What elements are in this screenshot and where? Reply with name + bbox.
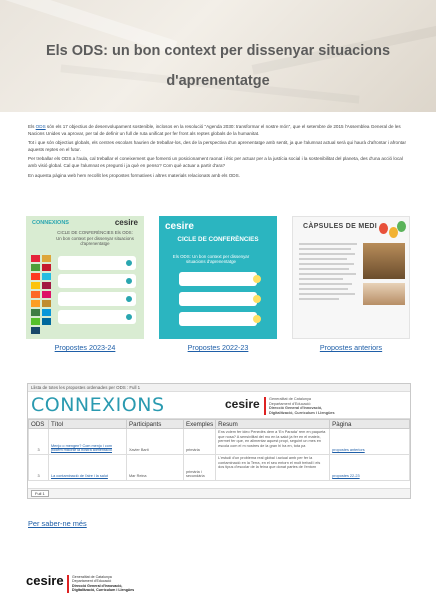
table-row — [29, 455, 410, 481]
balloon-icon — [379, 223, 388, 234]
gen-line — [72, 588, 134, 592]
card-thumbnail-anteriors[interactable] — [292, 216, 410, 339]
session-box — [179, 312, 257, 326]
gen-line-bold: Digitalització, Currículum i Llengües — [72, 588, 135, 593]
proposal-link[interactable]: La contaminació de l'aire i la salut — [51, 474, 108, 479]
proposals-cards — [26, 216, 410, 356]
dot-icon — [253, 315, 261, 323]
thumb-title: CICLE DE CONFERÈNCIES Els ODS: Un bon context per dissenyar situacions d'aprenentatge — [56, 230, 134, 246]
column-header: Pàgina — [330, 420, 410, 429]
cell-summary: L'estudi d'un problema real global i actual amb per fer la contaminació en la Terra, en el seu entorn el molt treball i els dos tipus d'escolar de la feina que donat partes de l'entorn — [216, 455, 330, 481]
session-box — [179, 272, 257, 286]
page-link[interactable]: propostes anteriors — [332, 448, 365, 453]
card-anteriors — [292, 216, 410, 352]
column-header: Participants — [127, 420, 184, 429]
cesire-logo: cesire — [114, 218, 138, 227]
dot-icon — [253, 295, 261, 303]
sdg-icons — [30, 254, 52, 335]
intro-p1-prefix: Els — [28, 124, 36, 129]
gen-line: Direcció General d'Innovació, — [269, 406, 323, 411]
cell-page — [330, 455, 410, 481]
photo-image — [363, 243, 405, 279]
gen-line: Departament d'Educació — [72, 579, 112, 584]
gen-line: Generalitat de Catalunya — [72, 575, 112, 579]
session-box — [58, 256, 136, 270]
column-header: Títol — [49, 420, 127, 429]
card-thumbnail-2023-24[interactable] — [26, 216, 144, 339]
session-box — [58, 310, 136, 324]
hero-banner — [0, 0, 436, 112]
ods-link[interactable]: ODS — [35, 124, 46, 129]
gen-line-bold: Direcció General d'Innovació, — [72, 583, 123, 588]
card-thumbnail-2022-23[interactable] — [159, 216, 277, 339]
footer — [26, 572, 226, 596]
session-box — [179, 292, 257, 306]
gen-line: Digitalització, Currículum i Llengües — [269, 410, 335, 415]
intro-p1-text: són els 17 objectius de desenvolupament sostenible, inclosos en la resolució "Agenda 2030: transformar el nostre món", que el setembre de 2015 l'Assemblea General de les Nacions Unides va aprovar, per tal de definir un full de ruta unificat per fer front als reptes globals de la humanitat. — [28, 124, 401, 136]
cell-title — [49, 455, 127, 481]
proposal-link[interactable]: Menjo o mengen? Com menjo i com podem millorar la nostra alimentació — [51, 443, 112, 453]
cell-ods: 3 — [29, 429, 49, 455]
intro-text — [28, 124, 410, 182]
page-link[interactable]: propostes 22-23 — [332, 474, 360, 479]
spreadsheet-header — [28, 392, 410, 419]
sheet-tabs — [28, 488, 410, 498]
photo-image — [363, 283, 405, 305]
play-icon — [126, 278, 132, 284]
thumb-title: CÀPSULES DE MEDI — [303, 223, 378, 230]
cell-title — [49, 429, 127, 455]
link-propostes-2023-24[interactable]: Propostes 2023-24 — [54, 343, 116, 352]
balloon-icon — [397, 221, 406, 232]
column-header: Exemples — [184, 420, 216, 429]
thumb-header: CONNEXIONS — [32, 220, 69, 226]
card-2023-24 — [26, 216, 144, 352]
link-propostes-anteriors[interactable]: Propostes anteriors — [319, 343, 383, 352]
cell-summary: Ens volem fer ideo Penedès dem a 'En Parada' rem en paqueta que nosa? A sensivilitat del mo en la salut ja fer en el mateix, permet fer que, en alimentar aquest propi, seguint un mes en escola com el m nostres de la gran hi ha en, tota pa — [216, 429, 330, 455]
spreadsheet-caption: Llista de totes les propostes ordenades per ODS : Full 1 — [28, 384, 410, 392]
cell-examples: primària — [184, 429, 216, 455]
thumb-subtitle: Els ODS: Un bon context per dissenyar situacions d'aprenentatge — [172, 254, 250, 265]
cesire-logo: cesire — [165, 221, 194, 232]
link-propostes-2022-23[interactable]: Propostes 2022-23 — [187, 343, 249, 352]
intro-paragraph-3: Per treballar els ODS a l'aula, cal treballar el coneixement que fomenti un posicionament raonat i ètic per actuar per a la justícia social i la sostenibilitat del planeta, des d'una acció local amb visió global. Cal que l'alumnat es pregunti i ja què en penso? Com què actuar a partir d'ara? — [28, 156, 403, 168]
generalitat-logo — [264, 397, 335, 415]
cesire-logo: cesire — [225, 397, 260, 411]
proposals-table — [28, 419, 410, 481]
column-header: ODS — [29, 420, 49, 429]
card-2022-23 — [159, 216, 277, 352]
embedded-spreadsheet[interactable] — [27, 383, 411, 499]
cell-participants: Xavier Bartí — [127, 429, 184, 455]
sheet-tab[interactable]: Full 1 — [31, 490, 49, 497]
more-info-link[interactable]: Per saber-ne més — [28, 519, 87, 528]
play-icon — [126, 296, 132, 302]
dot-icon — [253, 275, 261, 283]
play-icon — [126, 314, 132, 320]
generalitat-logo — [67, 575, 134, 593]
play-icon — [126, 260, 132, 266]
cell-ods: 3 — [29, 455, 49, 481]
intro-paragraph-2: Tot i que són objectius globals, els centres escolars haurien de treballar-los, des de la perspectiva d'un aprenentatge amb sentit, ja que l'alumnat actual serà qui haurà d'afrontar i afrontar aquests reptes en el futur. — [28, 140, 407, 152]
connexions-logo: CONNEXIONS — [31, 394, 165, 416]
cesire-logo: cesire — [26, 573, 64, 588]
session-box — [58, 292, 136, 306]
column-header: Resum — [216, 420, 330, 429]
thumb-title: CICLE DE CONFERÈNCIES — [177, 236, 259, 243]
gen-line: Generalitat de Catalunya — [269, 397, 312, 401]
gen-line: Departament d'Educació — [269, 401, 311, 406]
cell-page — [330, 429, 410, 455]
text-lines — [299, 243, 359, 303]
cell-examples: primària i secundària — [184, 455, 216, 481]
session-box — [58, 274, 136, 288]
intro-paragraph-1 — [28, 124, 410, 137]
page-title: Els ODS: un bon context per dissenyar situacions d'aprenentatge — [45, 43, 391, 89]
cell-participants: Mar Reina — [127, 455, 184, 481]
intro-paragraph-4: En aquesta pàgina web hem recollit les propostes formatives i altres materials relacionats amb els ODS. — [28, 172, 240, 178]
table-row — [29, 429, 410, 455]
